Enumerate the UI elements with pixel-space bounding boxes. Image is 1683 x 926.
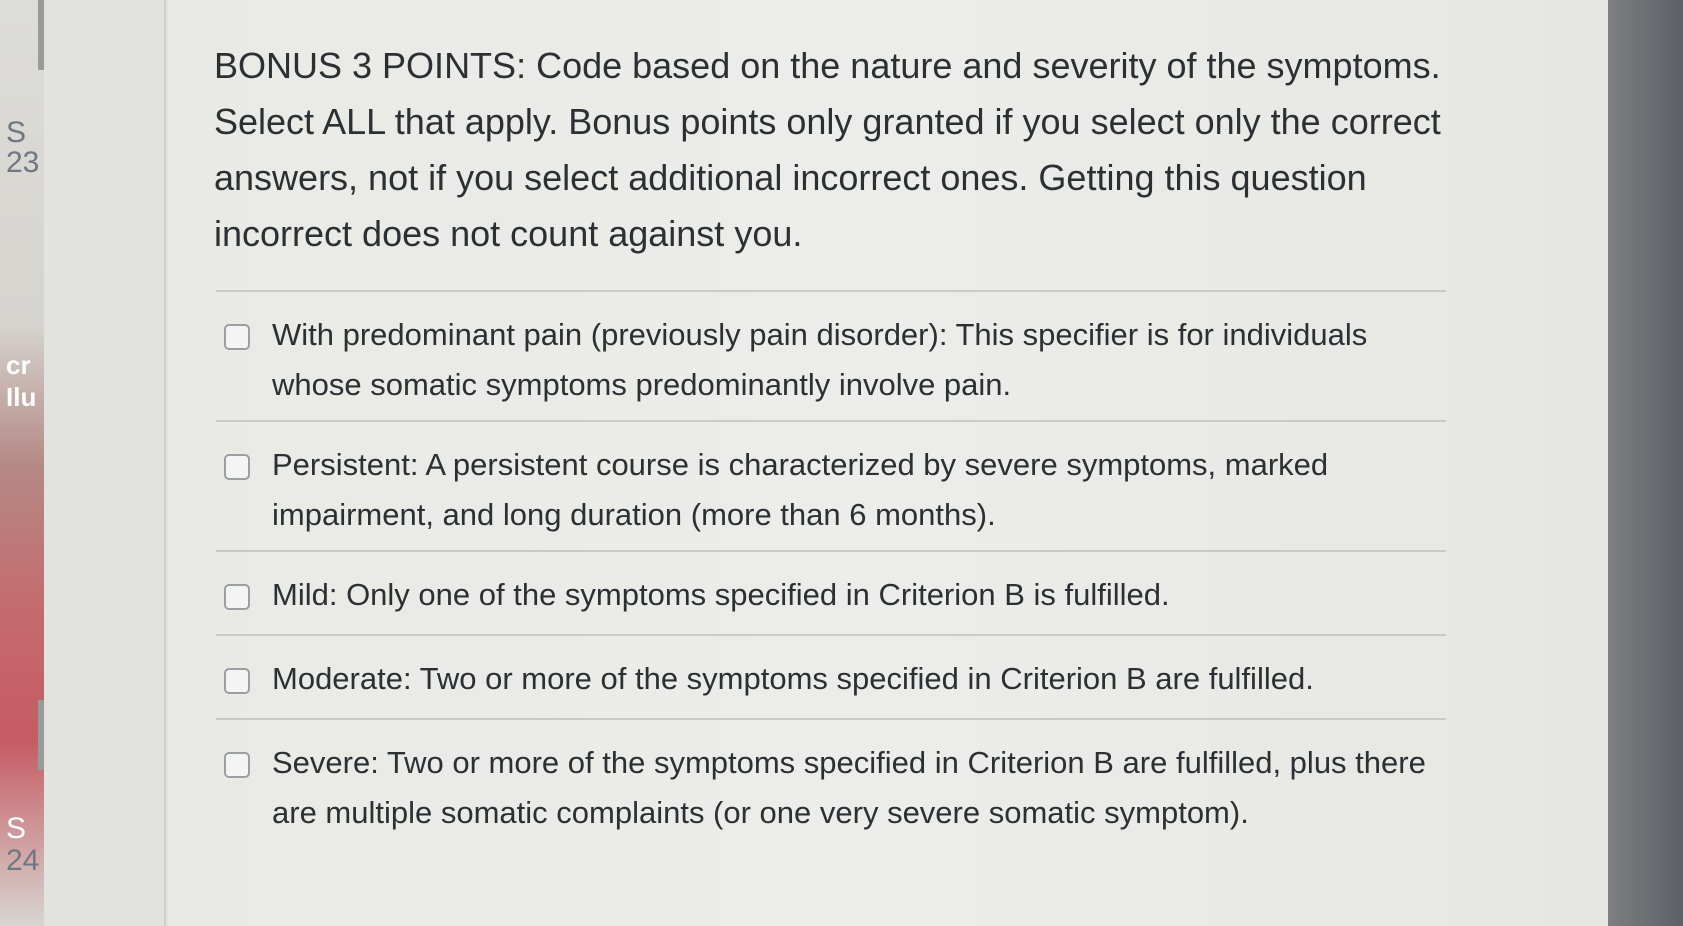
answer-option-mild[interactable] [224,570,1454,620]
sidebar-peek-title-2: S [6,812,27,845]
answer-option-persistent[interactable] [224,440,1454,540]
left-sidebar-strip [0,0,44,926]
option-label: With predominant pain (previously pain disorder): This specifier is for individuals whose somatic symptoms predominantly involve pain. [272,317,1368,402]
gutter-divider [164,0,166,926]
right-edge-shadow [1608,0,1683,926]
question-panel [168,0,1608,926]
option-label: Mild: Only one of the symptoms specified in Criterion B is fulfilled. [272,577,1170,612]
sidebar-peek-number-1: 23 [6,146,40,179]
checkbox[interactable] [224,454,250,480]
checkbox[interactable] [224,752,250,778]
option-label: Severe: Two or more of the symptoms specified in Criterion B are fulfilled, plus there are multiple somatic complaints (or one very severe somatic symptom). [272,745,1426,830]
option-label: Persistent: A persistent course is characterized by severe symptoms, marked impairment, and long duration (more than 6 months). [272,447,1329,532]
option-divider [216,718,1446,720]
option-label: Moderate: Two or more of the symptoms specified in Criterion B are fulfilled. [272,661,1314,696]
answer-option-severe[interactable] [224,738,1454,838]
sidebar-peek-title-1: S [6,116,27,149]
option-divider [216,550,1446,552]
checkbox[interactable] [224,668,250,694]
sidebar-peek-line-2: Ilu [6,382,37,412]
answer-option-moderate[interactable] [224,654,1454,704]
option-divider [216,634,1446,636]
checkbox[interactable] [224,584,250,610]
option-divider [216,290,1446,292]
sidebar-peek-line-1: cr [6,350,31,380]
question-prompt: BONUS 3 POINTS: Code based on the nature and severity of the symptoms. Select ALL that apply. Bonus points only granted if you select only the correct answers, not if you select additional incorrect ones. Getting this question incorrect does not count against you. [214,45,1441,254]
page-gutter [44,0,168,926]
answer-option-predominant-pain[interactable] [224,310,1454,410]
option-divider [216,420,1446,422]
checkbox[interactable] [224,324,250,350]
sidebar-peek-number-2: 24 [6,844,40,877]
